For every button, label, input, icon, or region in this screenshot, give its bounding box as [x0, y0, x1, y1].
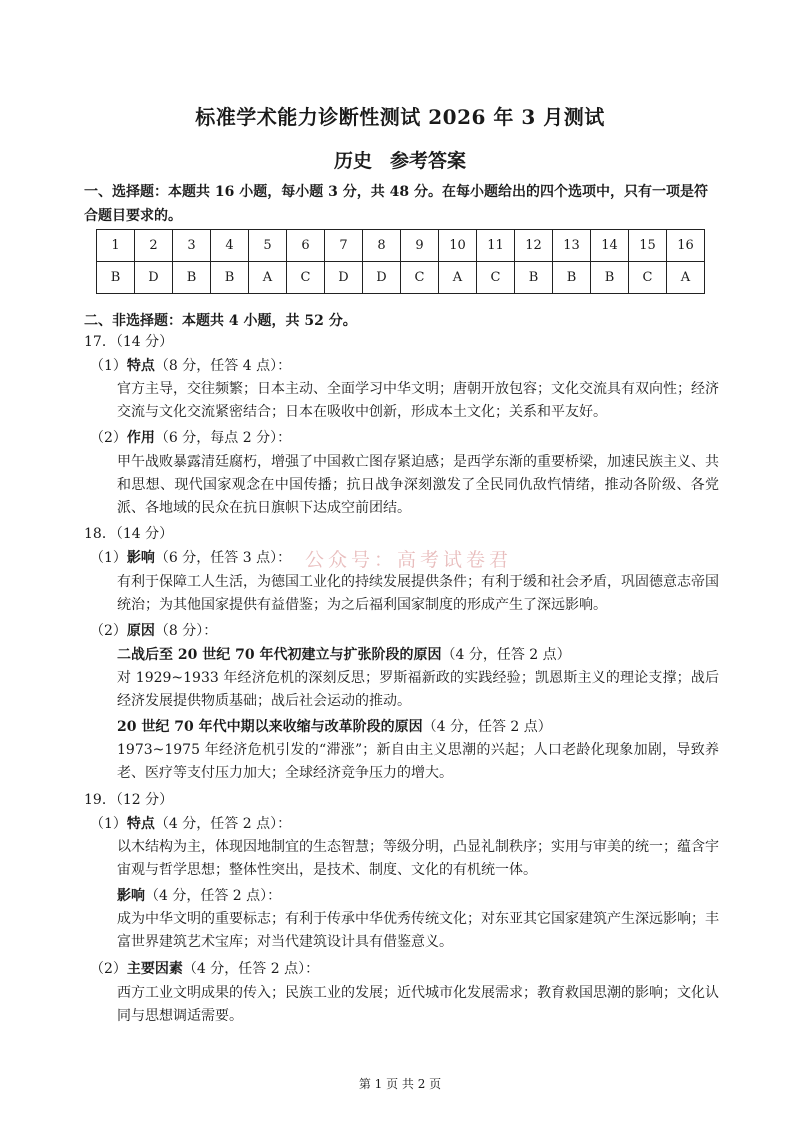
part-keyword: 特点 — [126, 358, 155, 374]
answer-cell: B — [591, 262, 629, 294]
q18-heading: 18．（14 分） — [84, 526, 174, 542]
question-number-cell: 11 — [477, 230, 515, 262]
part-score: （8 分）： — [154, 623, 218, 639]
question-number-cell: 14 — [591, 230, 629, 262]
part-score: （4 分，任答 2 点）： — [182, 961, 320, 977]
part-number: （2） — [90, 430, 127, 446]
part-number: （2） — [90, 961, 127, 977]
q19-part1b-heading — [117, 887, 281, 905]
answer-table-number-row — [97, 230, 705, 262]
q18-reason1-heading — [117, 646, 571, 664]
page-footer: 第 1 页 共 2 页 — [358, 1077, 442, 1091]
answer-cell: B — [553, 262, 591, 294]
answer-cell: A — [439, 262, 477, 294]
section2-heading: 二、非选择题：本题共 4 小题，共 52 分。 — [84, 313, 357, 329]
answer-cell: D — [135, 262, 173, 294]
page-subtitle — [0, 146, 800, 173]
part-keyword: 影响 — [126, 550, 155, 566]
answer-cell: C — [629, 262, 667, 294]
answer-cell: B — [97, 262, 135, 294]
question-number-cell: 8 — [363, 230, 401, 262]
page-title: 标准学术能力诊断性测试 2026 年 3 月测试 — [195, 105, 605, 129]
part-score: （4 分，任答 2 点）： — [145, 888, 282, 904]
question-number-cell: 13 — [553, 230, 591, 262]
part-number: （2） — [90, 623, 127, 639]
question-number-cell: 15 — [629, 230, 667, 262]
reason-score: （4 分，任答 2 点） — [422, 719, 552, 735]
part-keyword: 原因 — [126, 623, 155, 639]
q17-part2-heading — [90, 429, 291, 447]
part-number: （1） — [90, 550, 127, 566]
question-number-cell: 3 — [173, 230, 211, 262]
question-number-cell: 5 — [249, 230, 287, 262]
answer-cell: B — [211, 262, 249, 294]
part-keyword: 作用 — [126, 430, 155, 446]
answer-cell: D — [325, 262, 363, 294]
reason-keyword: 二战后至 20 世纪 70 年代初建立与扩张阶段的原因 — [117, 647, 442, 663]
q17-part1-heading — [90, 357, 291, 375]
q18-reason1-answer: 对 1929~1933 年经济危机的深刻反思；罗斯福新政的实践经验；凯恩斯主义的理论支撑；战后经济发展提供物质基础；战后社会运动的推动。 — [117, 670, 719, 709]
section1-heading: 一、选择题：本题共 16 小题，每小题 3 分，共 48 分。在每小题给出的四个选项中，只有一项是符合题目要求的。 — [84, 184, 708, 224]
q19-part1b-answer: 成为中华文明的重要标志；有利于传承中华优秀传统文化；对东亚其它国家建筑产生深远影响；丰富世界建筑艺术宝库；对当代建筑设计具有借鉴意义。 — [117, 911, 719, 950]
answer-table-answer-row — [97, 262, 705, 294]
part-keyword: 影响 — [117, 888, 145, 904]
answer-cell: A — [667, 262, 705, 294]
part-score: （8 分，任答 4 点）： — [154, 358, 292, 374]
q19-part1-answer: 以木结构为主，体现因地制宜的生态智慧；等级分明，凸显礼制秩序；实用与审美的统一；蕴含宇宙观与哲学思想；整体性突出，是技术、制度、文化的有机统一体。 — [117, 839, 719, 878]
question-number-cell: 7 — [325, 230, 363, 262]
question-number-cell: 9 — [401, 230, 439, 262]
q18-part1-answer: 有利于保障工人生活，为德国工业化的持续发展提供条件；有利于缓和社会矛盾，巩固德意志帝国统治；为其他国家提供有益借鉴；为之后福利国家制度的形成产生了深远影响。 — [117, 574, 719, 613]
question-number-cell: 6 — [287, 230, 325, 262]
part-number: （1） — [90, 358, 127, 374]
q19-part1-heading — [90, 815, 291, 833]
answer-cell: C — [477, 262, 515, 294]
watermark: 公众号：高考试卷君 — [305, 549, 513, 571]
q18-part1-heading — [90, 549, 291, 567]
reason-score: （4 分，任答 2 点） — [441, 647, 571, 663]
question-number-cell: 4 — [211, 230, 249, 262]
q19-part2-heading — [90, 960, 319, 978]
q18-part2-heading — [90, 622, 217, 640]
question-number-cell: 10 — [439, 230, 477, 262]
part-number: （1） — [90, 816, 127, 832]
answer-cell: D — [363, 262, 401, 294]
q17-part1-answer: 官方主导，交往频繁；日本主动、全面学习中华文明；唐朝开放包容；文化交流具有双向性；经济交流与文化交流紧密结合；日本在吸收中创新，形成本土文化；关系和平友好。 — [117, 381, 719, 420]
answer-cell: A — [249, 262, 287, 294]
answer-label: 参考答案 — [390, 150, 467, 172]
answer-table — [96, 229, 705, 294]
q18-reason2-heading — [117, 718, 552, 736]
q17-part2-answer: 甲午战败暴露清廷腐朽，增强了中国救亡图存紧迫感；是西学东渐的重要桥梁，加速民族主义、共和思想、现代国家观念在中国传播；抗日战争深刻激发了全民同仇敌忾情绪，推动各阶级、各党派、各地域的民众在抗日旗帜下达成空前团结。 — [117, 454, 719, 516]
part-score: （6 分，每点 2 分）： — [154, 430, 292, 446]
question-number-cell: 2 — [135, 230, 173, 262]
answer-cell: C — [401, 262, 439, 294]
subject-label: 历史 — [333, 150, 372, 172]
answer-cell: B — [173, 262, 211, 294]
question-number-cell: 16 — [667, 230, 705, 262]
part-keyword: 主要因素 — [126, 961, 183, 977]
q19-part2-answer: 西方工业文明成果的传入；民族工业的发展；近代城市化发展需求；教育救国思潮的影响；文化认同与思想调适需要。 — [117, 985, 719, 1024]
reason-keyword: 20 世纪 70 年代中期以来收缩与改革阶段的原因 — [117, 719, 423, 735]
answer-cell: B — [515, 262, 553, 294]
part-keyword: 特点 — [126, 816, 155, 832]
q19-heading: 19．（12 分） — [84, 792, 174, 808]
question-number-cell: 12 — [515, 230, 553, 262]
q18-reason2-answer: 1973~1975 年经济危机引发的“滞涨”；新自由主义思潮的兴起；人口老龄化现象加剧，导致养老、医疗等支付压力加大；全球经济竞争压力的增大。 — [117, 742, 719, 781]
q17-heading: 17．（14 分） — [84, 334, 174, 350]
answer-cell: C — [287, 262, 325, 294]
part-score: （6 分，任答 3 点）： — [154, 550, 292, 566]
question-number-cell: 1 — [97, 230, 135, 262]
part-score: （4 分，任答 2 点）： — [154, 816, 292, 832]
